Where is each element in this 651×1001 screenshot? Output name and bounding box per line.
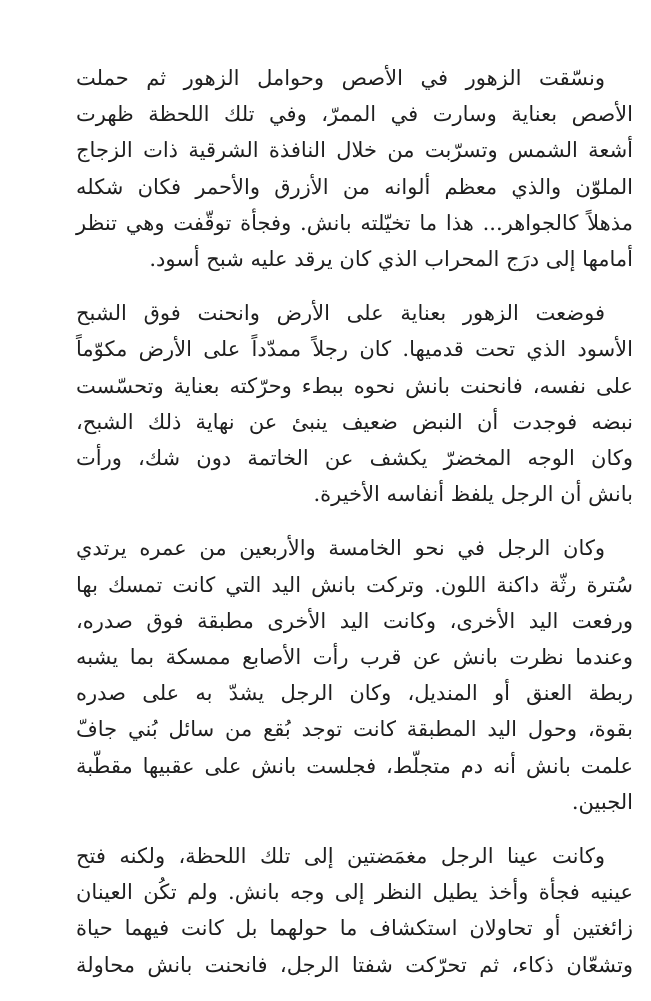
text-line: فوضعت الزهور بعناية على الأرض وانحنت فوق الشبح: [76, 301, 605, 326]
text-line: عينيه فجأة وأخذ يطيل النظر إلى وجه بانش. ولم تكُن العينان: [76, 880, 633, 905]
text-line: سُترة رثّة داكنة اللون. وتركت بانش اليد التي كانت تمسك بها: [76, 572, 633, 597]
text-line: وكان الرجل في نحو الخامسة والأربعين من عمره يرتدي: [76, 536, 605, 561]
text-line: الأصص بعناية وسارت في الممرّ، وفي تلك اللحظة ظهرت: [76, 102, 633, 127]
text-line: نبضه فوجدت أن النبض ضعيف ينبئ عن نهاية ذلك الشبح،: [76, 409, 633, 434]
paragraph-2: [76, 295, 633, 512]
text-line: زائغتين أو تحاولان استكشاف ما حولهما بل كانت فيهما حياة: [76, 916, 633, 941]
text-line: وتشعّان ذكاء، ثم تحرّكت شفتا الرجل، فانحنت بانش محاولة: [76, 952, 633, 977]
text-line: بقوة، وحول اليد المطبقة كانت توجد بُقع من سائل بُني جافّ: [76, 717, 633, 742]
text-line: وكانت عينا الرجل مغمَضتين إلى تلك اللحظة، ولكنه فتح: [76, 844, 605, 869]
text-line: مذهلاً كالجواهر... هذا ما تخيّلته بانش. وفجأة توقّفت وهي تنظر: [76, 210, 633, 235]
text-line: الأسود الذي تحت قدميها. كان رجلاً ممدّداً على الأرض مكوّماً: [76, 337, 633, 362]
text-line: الملوّن والذي معظم ألوانه من الأزرق والأحمر فكان شكله: [76, 174, 633, 199]
paragraph-1: [76, 60, 633, 277]
text-line: بانش أن الرجل يلفظ أنفاسه الأخيرة.: [313, 482, 633, 507]
text-line: وعندما نظرت بانش عن قرب رأت الأصابع ممسكة بما يشبه: [76, 645, 633, 670]
text-line: ونسّقت الزهور في الأصص وحوامل الزهور ثم حملت: [76, 66, 605, 90]
text-line: على نفسه، فانحنت بانش نحوه ببطء وحرّكته بعناية وتحسّست: [76, 373, 633, 398]
text-line: علمت بانش أنه دم متجلّط، فجلست بانش على عقبيها مقطّبة: [76, 753, 633, 778]
text-line: أمامها إلى درَج المحراب الذي كان يرقد عليه شبح أسود.: [149, 247, 633, 272]
text-line: ورفعت اليد الأخرى، وكانت اليد الأخرى مطبقة فوق صدره،: [76, 608, 633, 633]
paragraph-3: [76, 530, 633, 820]
text-line: وكان الوجه المخضرّ يكشف عن الخاتمة دون شك، ورأت: [76, 446, 633, 471]
paragraph-4: [76, 838, 633, 983]
book-page: [76, 60, 633, 1001]
text-line: أشعة الشمس وتسرّبت من خلال النافذة الشرقية ذات الزجاج: [76, 138, 633, 163]
text-line: الجبين.: [571, 789, 633, 814]
text-line: ربطة العنق أو المنديل، وكان الرجل يشدّ به على صدره: [76, 681, 633, 706]
